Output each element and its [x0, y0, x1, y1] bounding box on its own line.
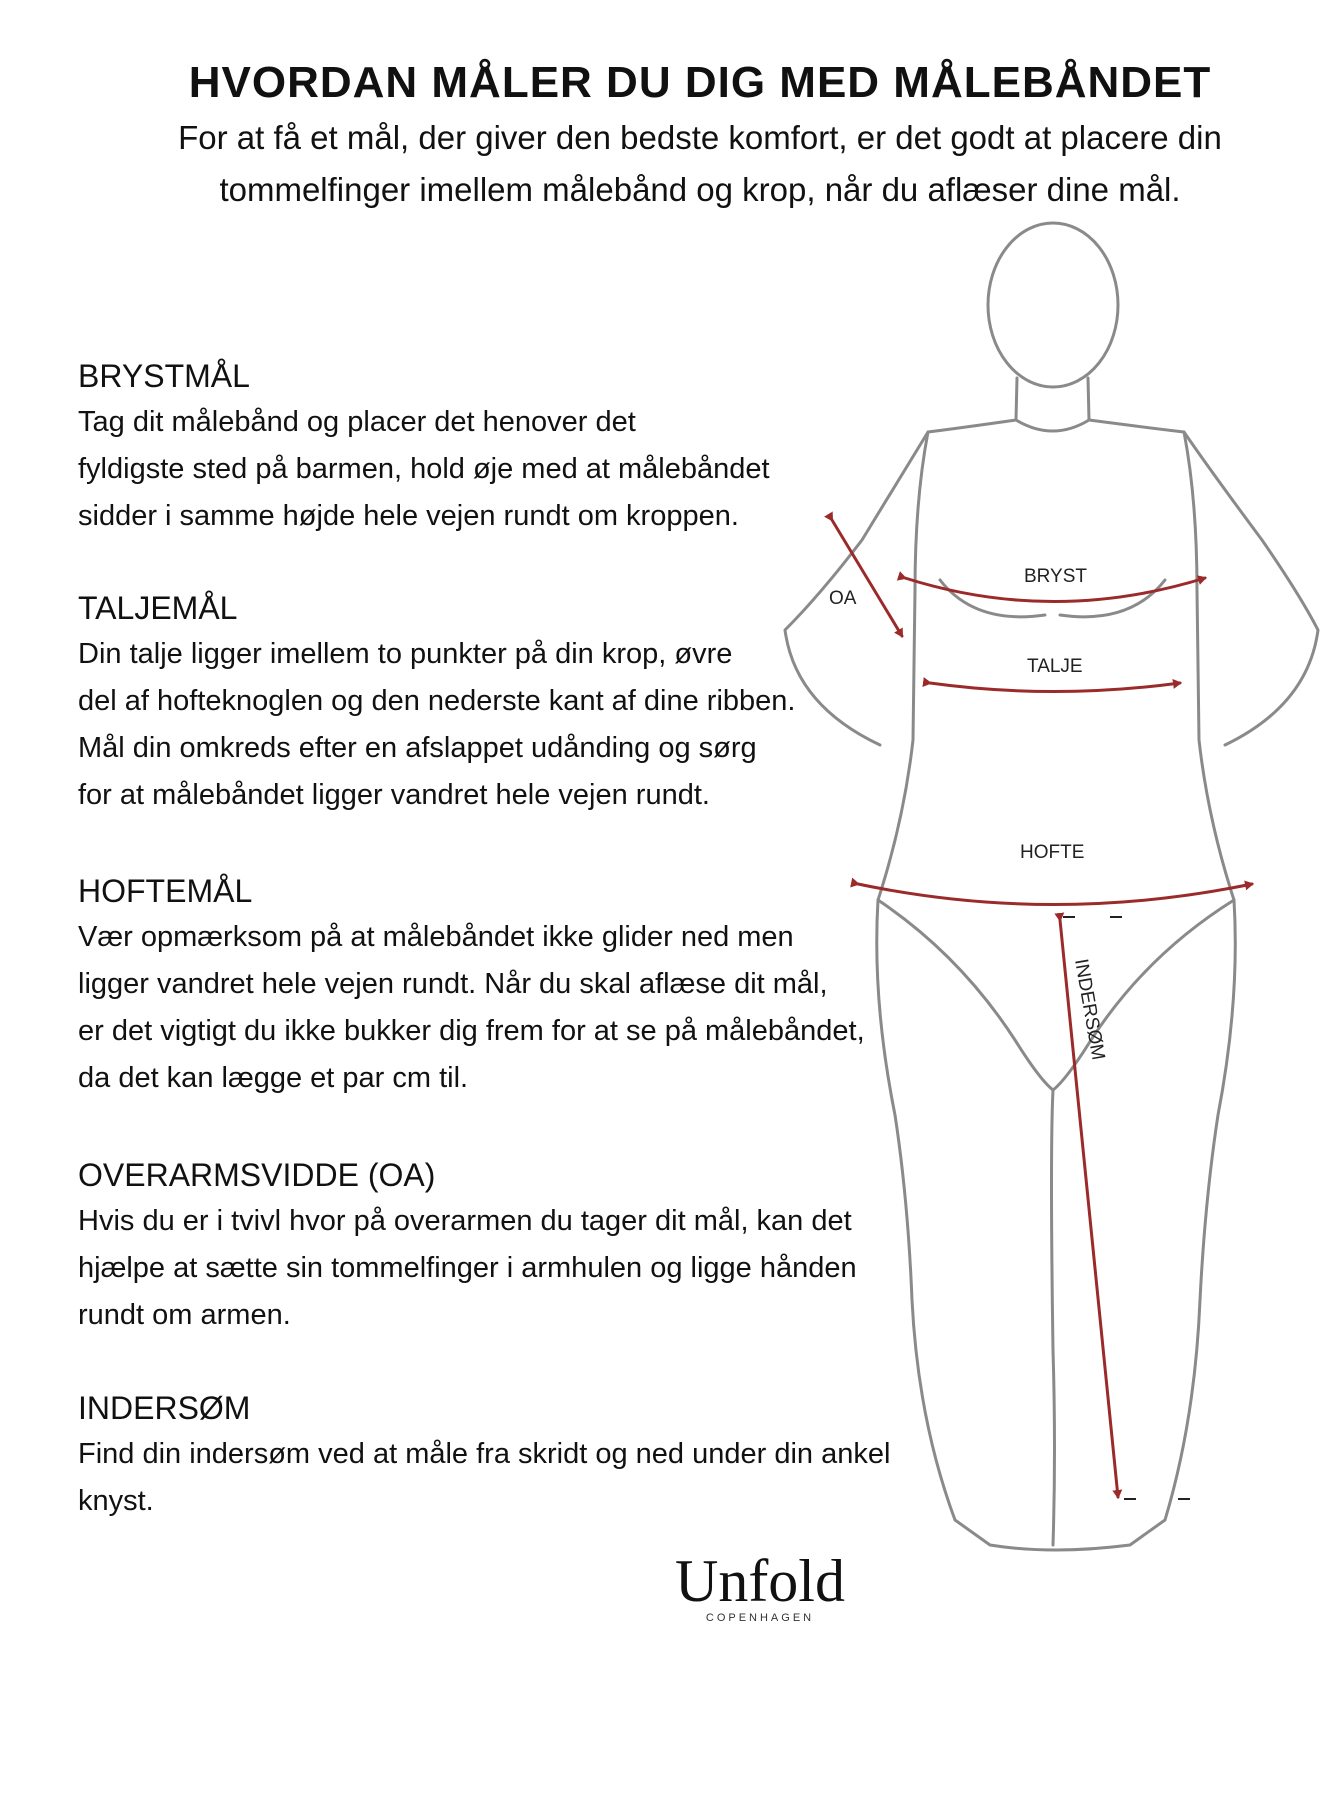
- hip-crease-outline: [878, 900, 1234, 1090]
- bust-outline: [940, 580, 1165, 617]
- section-heading: HOFTEMÅL: [78, 873, 253, 909]
- body-line: er det vigtigt du ikke bukker dig frem for at se på målebåndet,: [78, 1015, 865, 1047]
- section-overarmsvidde: [78, 1152, 908, 1339]
- section-heading: TALJEMÅL: [78, 590, 238, 626]
- indersom-label: INDERSØM: [1070, 957, 1109, 1062]
- body-line: Tag dit målebånd og placer det henover det: [78, 406, 636, 438]
- bryst-tape: [905, 578, 1205, 602]
- body-line: sidder i samme højde hele vejen rundt om kroppen.: [78, 500, 739, 532]
- intro-line: For at få et mål, der giver den bedste komfort, er det godt at placere din: [178, 119, 1222, 156]
- body-line: knyst.: [78, 1485, 154, 1517]
- talje-tape: [930, 683, 1180, 692]
- section-brystmaal: [78, 353, 908, 540]
- neckline-outline: [1016, 420, 1089, 431]
- body-line: hjælpe at sætte sin tommelfinger i armhulen og ligge hånden: [78, 1252, 857, 1284]
- oa-label: OA: [829, 588, 857, 609]
- torso-legs-outline: [877, 420, 1236, 1550]
- bryst-label: BRYST: [1024, 566, 1088, 587]
- inner-leg-outline: [1052, 1090, 1055, 1545]
- body-line: Din talje ligger imellem to punkter på din krop, øvre: [78, 638, 733, 670]
- body-line: Vær opmærksom på at målebåndet ikke glider ned men: [78, 921, 794, 953]
- body-line: da det kan lægge et par cm til.: [78, 1062, 469, 1094]
- body-line: fyldigste sted på barmen, hold øje med at målebåndet: [78, 453, 770, 485]
- unfold-logo: [600, 1550, 920, 1624]
- neck-outline: [1016, 378, 1089, 420]
- section-indersom: [78, 1385, 908, 1525]
- hofte-tape: [858, 884, 1252, 905]
- section-body: [78, 399, 908, 540]
- section-taljemaal: [78, 585, 908, 819]
- section-hoftemaal: [78, 868, 908, 1102]
- intro-line: tommelfinger imellem målebånd og krop, når du aflæser dine mål.: [219, 171, 1181, 208]
- indersom-tick-marks: [1063, 917, 1190, 1499]
- head-outline: [988, 223, 1118, 387]
- section-heading: BRYSTMÅL: [78, 358, 250, 394]
- body-line: Find din indersøm ved at måle fra skridt og ned under din ankel: [78, 1438, 891, 1470]
- talje-label: TALJE: [1027, 656, 1083, 677]
- intro-text: [80, 112, 1320, 216]
- body-line: ligger vandret hele vejen rundt. Når du skal aflæse dit mål,: [78, 968, 828, 1000]
- page-title: HVORDAN MÅLER DU DIG MED MÅLEBÅNDET: [188, 58, 1212, 107]
- body-line: del af hofteknoglen og den nederste kant af dine ribben.: [78, 685, 796, 717]
- section-heading: OVERARMSVIDDE (OA): [78, 1157, 436, 1193]
- section-body: [78, 631, 908, 819]
- logo-wordmark: Unfold: [675, 1548, 845, 1614]
- section-body: [78, 914, 908, 1102]
- hofte-label: HOFTE: [1020, 842, 1085, 863]
- body-line: Mål din omkreds efter en afslappet udånding og sørg: [78, 732, 757, 764]
- body-line: Hvis du er i tvivl hvor på overarmen du tager dit mål, kan det: [78, 1205, 852, 1237]
- section-body: [78, 1198, 908, 1339]
- section-body: [78, 1431, 908, 1525]
- section-heading: INDERSØM: [78, 1390, 251, 1426]
- body-line: rundt om armen.: [78, 1299, 291, 1331]
- body-line: for at målebåndet ligger vandret hele vejen rundt.: [78, 779, 710, 811]
- indersom-tape: [1060, 920, 1118, 1497]
- logo-subtitle: COPENHAGEN: [705, 1612, 815, 1624]
